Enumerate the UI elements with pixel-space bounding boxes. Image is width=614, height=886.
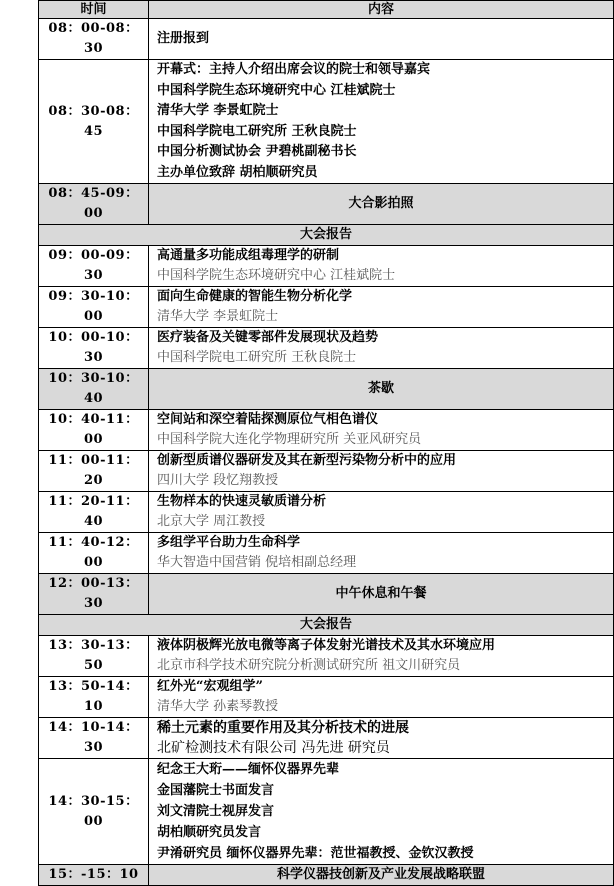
talk-speaker: 中国科学院大连化学物理研究所 关亚风研究员 — [157, 432, 422, 447]
talk-title: 红外光“宏观组学” — [157, 679, 263, 694]
talk-speaker: 中国科学院生态环境研究中心 江桂斌院士 — [157, 268, 396, 283]
time-cell: 10：00-10：30 — [39, 328, 149, 369]
break-cell: 中午休息和午餐 — [149, 574, 614, 615]
item-line: 中国科学院生态环境研究中心 江桂斌院士 — [157, 82, 396, 98]
section-row — [39, 615, 614, 636]
agenda-row — [39, 759, 614, 865]
talk-speaker: 清华大学 李景虹院士 — [157, 309, 279, 324]
talk-title: 医疗装备及关键零部件发展现状及趋势 — [157, 330, 379, 345]
item-line: 主办单位致辞 胡柏顺研究员 — [157, 164, 318, 180]
item-line: 清华大学 李景虹院士 — [157, 103, 279, 118]
item-line: 中国科学院电工研究所 王秋良院士 — [157, 123, 357, 139]
agenda-row — [39, 60, 614, 184]
time-cell: 10：40-11：00 — [39, 410, 149, 451]
item-line: 注册报到 — [157, 31, 210, 46]
time-cell: 13：50-14：10 — [39, 677, 149, 718]
item-line: 尹淆研究员 缅怀仪器界先辈：范世福教授、金钦汉教授 — [157, 846, 474, 861]
time-cell: 10：30-10：40 — [39, 369, 149, 410]
talk-speaker: 清华大学 孙素琴教授 — [157, 699, 279, 714]
agenda-row — [39, 246, 614, 287]
talk-speaker: 华大智造中国营销 倪培相副总经理 — [157, 555, 357, 570]
item-line: 胡柏顺研究员发言 — [157, 825, 262, 840]
talk-title: 创新型质谱仪器研发及其在新型污染物分析中的应用 — [157, 453, 457, 468]
content-cell — [149, 759, 614, 865]
time-cell: 12：00-13：30 — [39, 574, 149, 615]
item-line: 刘文清院士视屏发言 — [157, 804, 275, 819]
content-cell — [149, 451, 614, 492]
agenda-row — [39, 533, 614, 574]
talk-title: 面向生命健康的智能生物分析化学 — [157, 289, 353, 304]
content-cell — [149, 410, 614, 451]
agenda-row — [39, 574, 614, 615]
agenda-row — [39, 636, 614, 677]
talk-title: 液体阴极辉光放电微等离子体发射光谱技术及其水环境应用 — [157, 638, 496, 653]
agenda-row — [39, 19, 614, 60]
talk-title: 生物样本的快速灵敏质谱分析 — [157, 494, 327, 509]
agenda-row — [39, 677, 614, 718]
break-cell: 科学仪器技创新及产业发展战略联盟 — [149, 865, 614, 886]
talk-title: 稀土元素的重要作用及其分析技术的进展 — [157, 720, 409, 736]
agenda-row — [39, 865, 614, 886]
time-cell: 15：-15：10 — [39, 865, 149, 886]
agenda-row — [39, 184, 614, 225]
time-cell: 08：45-09：00 — [39, 184, 149, 225]
agenda-row — [39, 287, 614, 328]
break-cell: 茶歇 — [149, 369, 614, 410]
agenda-row — [39, 410, 614, 451]
content-cell — [149, 328, 614, 369]
agenda-row — [39, 451, 614, 492]
section-title: 大会报告 — [39, 225, 614, 246]
agenda-row — [39, 718, 614, 759]
time-cell: 09：30-10：00 — [39, 287, 149, 328]
time-cell: 11：00-11：20 — [39, 451, 149, 492]
content-cell — [149, 287, 614, 328]
content-cell — [149, 19, 614, 60]
talk-title: 空间站和深空着陆探测原位气相色谱仪 — [157, 412, 379, 427]
time-cell: 14：30-15：00 — [39, 759, 149, 865]
agenda-row — [39, 369, 614, 410]
time-cell: 11：20-11：40 — [39, 492, 149, 533]
content-cell — [149, 677, 614, 718]
item-line: 开幕式：主持人介绍出席会议的院士和领导嘉宾 — [157, 62, 431, 77]
content-cell — [149, 246, 614, 287]
break-cell: 大合影拍照 — [149, 184, 614, 225]
time-cell: 08：30-08：45 — [39, 60, 149, 184]
agenda-row — [39, 492, 614, 533]
time-cell: 13：30-13：50 — [39, 636, 149, 677]
time-cell: 11：40-12：00 — [39, 533, 149, 574]
talk-title: 高通量多功能成组毒理学的研制 — [157, 248, 340, 263]
content-cell — [149, 533, 614, 574]
talk-speaker: 四川大学 段忆翔教授 — [157, 473, 279, 488]
time-cell: 14：10-14：30 — [39, 718, 149, 759]
content-cell — [149, 60, 614, 184]
section-title: 大会报告 — [39, 615, 614, 636]
item-line: 金国藩院士书面发言 — [157, 783, 275, 798]
talk-speaker: 中国科学院电工研究所 王秋良院士 — [157, 350, 357, 365]
item-line: 纪念王大珩——缅怀仪器界先辈 — [157, 762, 340, 777]
header-row — [39, 1, 614, 19]
time-cell: 09：00-09：30 — [39, 246, 149, 287]
header-content: 内容 — [149, 1, 614, 19]
content-cell — [149, 636, 614, 677]
content-cell — [149, 492, 614, 533]
item-line: 中国分析测试协会 尹碧桃副秘书长 — [157, 144, 357, 159]
talk-speaker: 北京大学 周江教授 — [157, 514, 266, 529]
agenda-table — [38, 0, 614, 886]
time-cell: 08：00-08：30 — [39, 19, 149, 60]
content-cell — [149, 718, 614, 759]
agenda-row — [39, 328, 614, 369]
talk-speaker: 北矿检测技术有限公司 冯先进 研究员 — [157, 740, 390, 756]
talk-title: 多组学平台助力生命科学 — [157, 535, 301, 550]
section-row — [39, 225, 614, 246]
talk-speaker: 北京市科学技术研究院分析测试研究所 祖文川研究员 — [157, 658, 461, 673]
header-time: 时间 — [39, 1, 149, 19]
